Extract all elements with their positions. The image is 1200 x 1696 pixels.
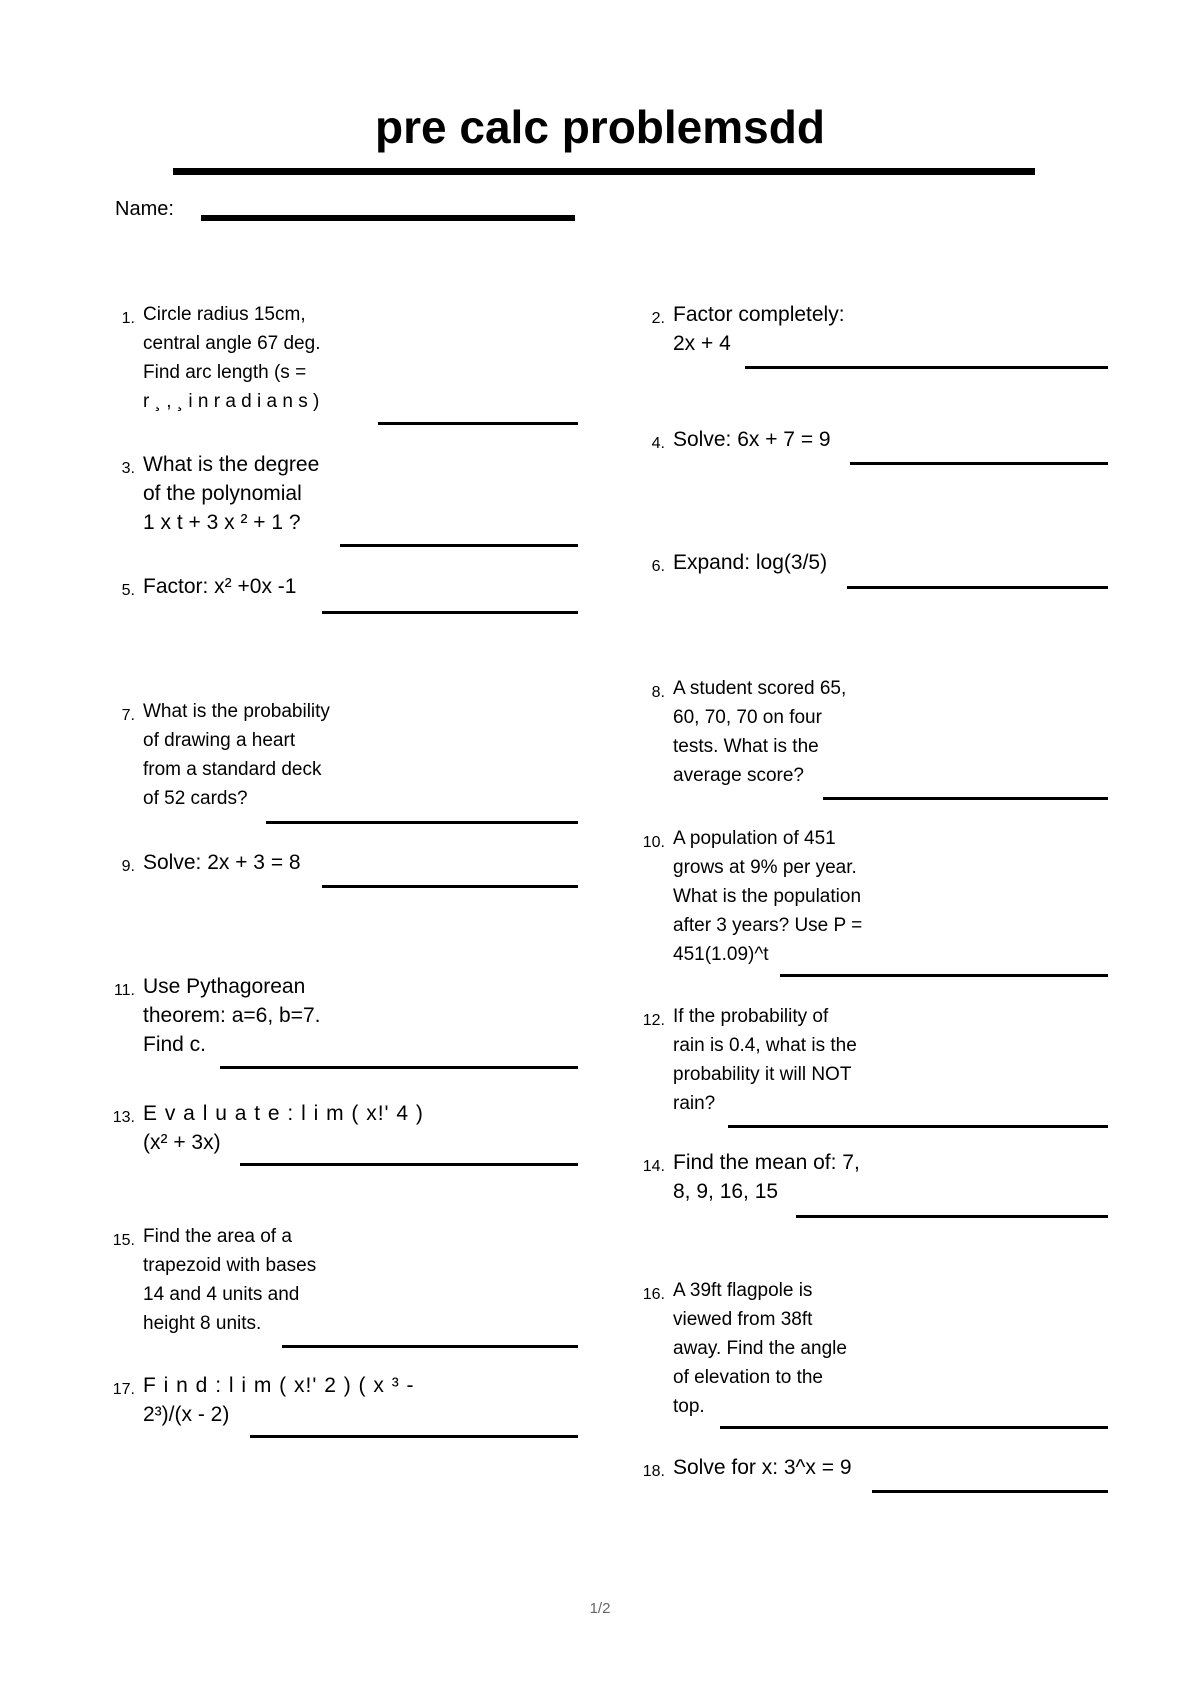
question-text	[673, 1002, 857, 1118]
question-text-line: What is the degree	[143, 453, 320, 476]
question-text	[143, 848, 301, 877]
name-answer-line[interactable]	[201, 215, 575, 221]
question-text	[673, 1276, 847, 1421]
question-text	[673, 824, 862, 969]
question-text-line: 1 x t + 3 x ² + 1 ?	[143, 511, 301, 534]
question-number: 10.	[642, 834, 665, 851]
question-number: 1.	[121, 310, 135, 327]
question-text-line: Use Pythagorean	[143, 975, 306, 998]
answer-line[interactable]	[282, 1345, 578, 1348]
question-text-line: (x² + 3x)	[143, 1131, 221, 1154]
question-text-line: Factor completely:	[673, 303, 845, 326]
question-text-line: 451(1.09)^t	[673, 944, 769, 965]
question-text-line: A population of 451	[673, 828, 836, 849]
question-text-line: Solve: 6x + 7 = 9	[673, 428, 831, 451]
question-text-line: average score?	[673, 765, 804, 786]
question-text-line: 2³)/(x - 2)	[143, 1403, 230, 1426]
question-text-line: 2x + 4	[673, 332, 731, 355]
question-text-line: Factor: x² +0x -1	[143, 575, 297, 598]
question-text	[673, 548, 827, 577]
question-text-line: tests. What is the	[673, 736, 819, 757]
question-text-line: 14 and 4 units and	[143, 1284, 300, 1305]
answer-line[interactable]	[378, 422, 578, 425]
question-text-line: grows at 9% per year.	[673, 857, 857, 878]
question-text-line: Find the area of a	[143, 1226, 292, 1247]
question-text-line: trapezoid with bases	[143, 1255, 317, 1276]
question-text	[143, 572, 296, 601]
answer-line[interactable]	[322, 611, 578, 614]
question-text-line: 8, 9, 16, 15	[673, 1180, 779, 1203]
answer-line[interactable]	[796, 1215, 1108, 1218]
question-number: 5.	[121, 582, 135, 599]
question-text-line: If the probability of	[673, 1006, 829, 1027]
question-text-line: probability it will NOT	[673, 1064, 852, 1085]
question-text-line: theorem: a=6, b=7.	[143, 1004, 321, 1027]
question-text-line: central angle 67 deg.	[143, 333, 321, 354]
question-number: 16.	[642, 1286, 665, 1303]
question-number: 8.	[651, 684, 665, 701]
question-text	[143, 300, 320, 416]
question-number: 4.	[651, 435, 665, 452]
question-text-line: F i n d : l i m ( x!' 2 ) ( x ³ -	[143, 1374, 415, 1397]
answer-line[interactable]	[728, 1125, 1108, 1128]
question-text-line: A 39ft flagpole is	[673, 1280, 813, 1301]
question-number: 12.	[642, 1012, 665, 1029]
question-number: 15.	[112, 1232, 135, 1249]
question-number: 2.	[651, 310, 665, 327]
question-text	[143, 972, 320, 1059]
name-label: Name:	[115, 198, 174, 220]
question-text-line: Solve for x: 3^x = 9	[673, 1456, 852, 1479]
question-text-line: Circle radius 15cm,	[143, 304, 306, 325]
question-text-line: from a standard deck	[143, 759, 322, 780]
answer-line[interactable]	[340, 544, 578, 547]
question-text	[673, 1148, 860, 1206]
question-text-line: rain?	[673, 1093, 716, 1114]
answer-line[interactable]	[240, 1163, 578, 1166]
question-text-line: away. Find the angle	[673, 1338, 847, 1359]
question-text	[673, 1453, 852, 1482]
question-text	[673, 674, 846, 790]
answer-line[interactable]	[220, 1066, 578, 1069]
question-text-line: top.	[673, 1396, 705, 1417]
question-text	[673, 425, 831, 454]
question-text-line: height 8 units.	[143, 1313, 262, 1334]
question-text-line: Expand: log(3/5)	[673, 551, 828, 574]
question-text-line: Find arc length (s =	[143, 362, 307, 383]
question-text	[143, 697, 330, 813]
page-title: pre calc problemsdd	[375, 101, 825, 153]
answer-line[interactable]	[823, 797, 1108, 800]
question-text-line: rain is 0.4, what is the	[673, 1035, 857, 1056]
question-text	[673, 300, 845, 358]
answer-line[interactable]	[780, 974, 1108, 977]
answer-line[interactable]	[872, 1490, 1108, 1493]
question-text	[143, 1222, 316, 1338]
question-text-line: 60, 70, 70 on four	[673, 707, 822, 728]
question-text-line: after 3 years? Use P =	[673, 915, 863, 936]
question-number: 3.	[121, 460, 135, 477]
question-number: 11.	[113, 982, 135, 999]
question-number: 13.	[112, 1109, 135, 1126]
answer-line[interactable]	[250, 1435, 578, 1438]
question-text-line: Find the mean of: 7,	[673, 1151, 860, 1174]
question-text-line: of the polynomial	[143, 482, 302, 505]
question-text	[143, 1371, 415, 1429]
question-text-line: of 52 cards?	[143, 788, 248, 809]
title-underline	[173, 168, 1035, 175]
answer-line[interactable]	[745, 366, 1108, 369]
answer-line[interactable]	[266, 821, 578, 824]
page-number: 1/2	[589, 1600, 611, 1617]
answer-line[interactable]	[322, 885, 578, 888]
question-text-line: of elevation to the	[673, 1367, 823, 1388]
question-text	[143, 450, 319, 537]
question-text-line: viewed from 38ft	[673, 1309, 813, 1330]
question-text	[143, 1099, 424, 1157]
question-number: 18.	[642, 1463, 665, 1480]
question-text-line: What is the probability	[143, 701, 330, 722]
question-text-line: Find c.	[143, 1033, 207, 1056]
question-text-line: E v a l u a t e : l i m ( x!' 4 )	[143, 1102, 424, 1125]
question-number: 9.	[121, 858, 135, 875]
question-number: 6.	[651, 558, 665, 575]
question-number: 7.	[121, 707, 135, 724]
question-text-line: of drawing a heart	[143, 730, 296, 751]
answer-line[interactable]	[847, 586, 1108, 589]
question-number: 17.	[112, 1381, 135, 1398]
question-number: 14.	[642, 1158, 665, 1175]
question-text-line: r ¸ , ¸ i n r a d i a n s )	[143, 391, 320, 412]
answer-line[interactable]	[720, 1426, 1108, 1429]
question-text-line: Solve: 2x + 3 = 8	[143, 851, 301, 874]
question-text-line: What is the population	[673, 886, 862, 907]
question-text-line: A student scored 65,	[673, 678, 847, 699]
answer-line[interactable]	[850, 462, 1108, 465]
